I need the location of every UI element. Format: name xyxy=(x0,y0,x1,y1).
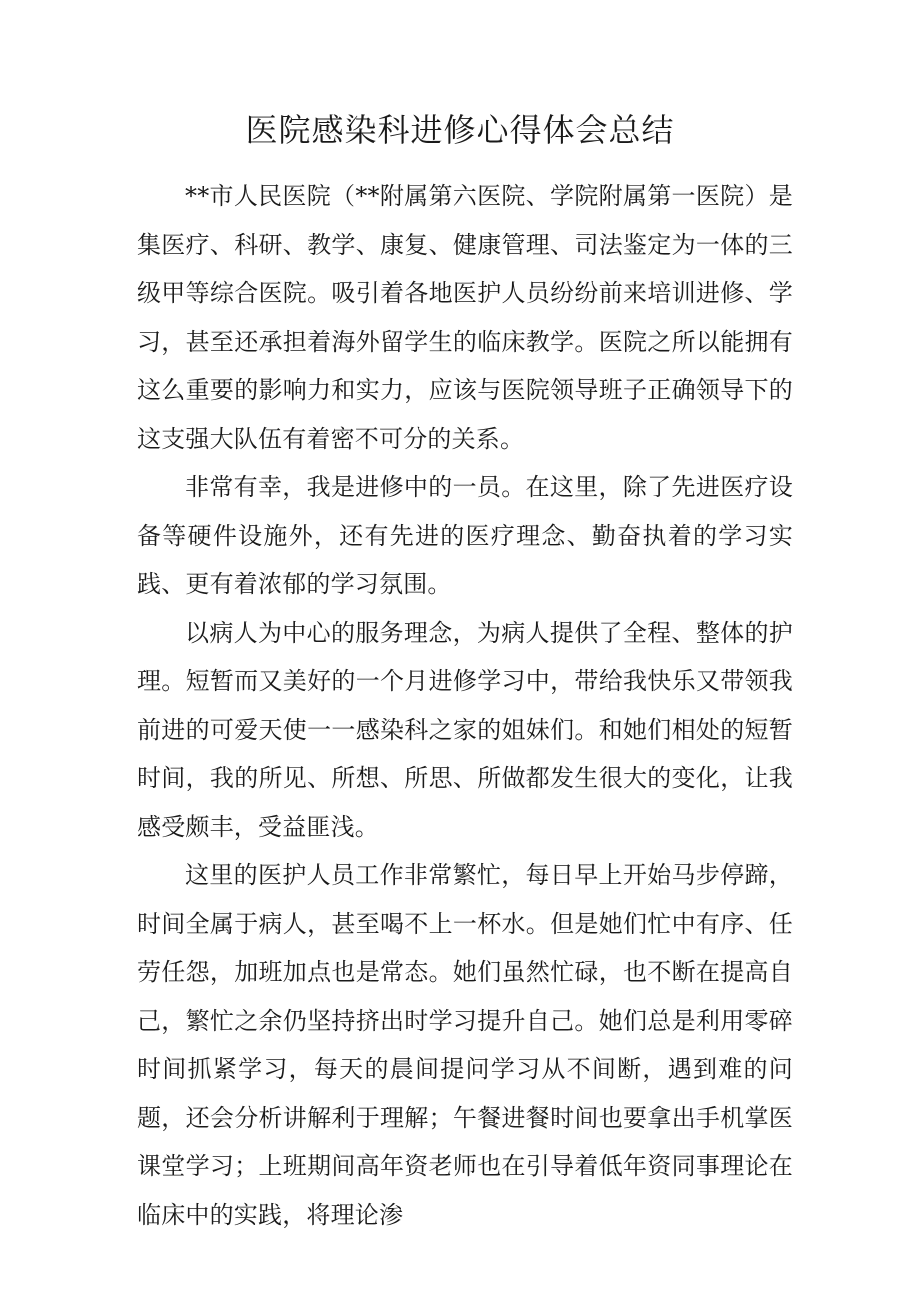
paragraph-service-concept: 以病人为中心的服务理念，为病人提供了全程、整体的护理。短暂而又美好的一个月进修学习中，带给我快乐又带领我前进的可爱天使一一感染科之家的姐妹们。和她们相处的短暂时间，我的所见、所想、所思、所做都发生很大的变化，让我感受颇丰，受益匪浅。 xyxy=(137,618,793,841)
paragraph-busy-staff: 这里的医护人员工作非常繁忙，每日早上开始马步停蹄，时间全属于病人，甚至喝不上一杯水。但是她们忙中有序、任劳任怨，加班加点也是常态。她们虽然忙碌，也不断在提高自己，繁忙之余仍坚持挤出时学习提升自己。她们总是利用零碎时间抓紧学习，每天的晨间提问学习从不间断，遇到难的问题，还会分析讲解利于理解；午餐进餐时间也要拿出手机掌医课堂学习；上班期间高年资老师也在引导着低年资同事理论在临床中的实践，将理论渗 xyxy=(137,861,793,1229)
document-body xyxy=(137,172,793,1239)
paragraph-intro: **市人民医院（**附属第六医院、学院附属第一医院）是集医疗、科研、教学、康复、健康管理、司法鉴定为一体的三级甲等综合医院。吸引着各地医护人员纷纷前来培训进修、学习，甚至还承担着海外留学生的临床教学。医院之所以能拥有这么重要的影响力和实力，应该与医院领导班子正确领导下的这支强大队伍有着密不可分的关系。 xyxy=(137,182,793,453)
paragraph-fortunate: 非常有幸，我是进修中的一员。在这里，除了先进医疗设备等硬件设施外，还有先进的医疗理念、勤奋执着的学习实践、更有着浓郁的学习氛围。 xyxy=(137,473,793,598)
document-title: 医院感染科进修心得体会总结 xyxy=(245,111,675,149)
